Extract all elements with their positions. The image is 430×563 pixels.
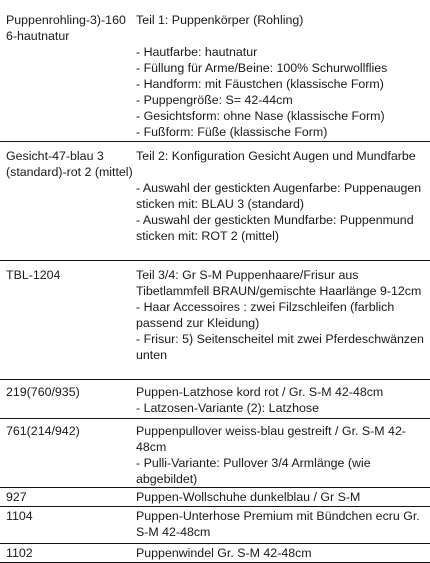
item-detail: - Fußform: Füße (klassische Form) xyxy=(136,125,328,139)
item-row-pullover xyxy=(0,419,430,488)
item-detail: - Haar Accessoires : zwei Filzschleifen (farblich passend zur Kleidung) xyxy=(136,300,395,330)
item-title: Puppen-Wollschuhe dunkelblau / Gr S-M xyxy=(136,490,361,504)
item-detail: - Frisur: 5) Seitenscheitel mit zwei Pferdeschwänzen unten xyxy=(136,332,424,362)
item-row-face xyxy=(0,142,430,261)
item-code: 1102 xyxy=(6,546,33,560)
item-title: Puppen-Latzhose kord rot / Gr. S-M 42-48cm xyxy=(136,385,384,399)
item-title: Puppenwindel Gr. S-M 42-48cm xyxy=(136,546,312,560)
item-detail: - Hautfarbe: hautnatur xyxy=(136,45,258,59)
item-row-shoes xyxy=(0,488,430,507)
item-title: Puppenpullover weiss-blau gestreift / Gr. S-M 42-48cm xyxy=(136,424,406,454)
item-detail: - Auswahl der gestickten Augenfarbe: Puppenaugen sticken mit: BLAU 3 (standard) xyxy=(136,181,422,211)
item-detail: - Auswahl der gestickten Mundfarbe: Puppenmund sticken mit: ROT 2 (mittel) xyxy=(136,213,414,243)
item-row-hair xyxy=(0,261,430,380)
item-title: Teil 3/4: Gr S-M Puppenhaare/Frisur aus Tibetlammfell BRAUN/gemischte Haarlänge 9-12cm xyxy=(136,268,422,298)
item-title: Teil 1: Puppenkörper (Rohling) xyxy=(136,13,304,27)
item-title: Teil 2: Konfiguration Gesicht Augen und Mundfarbe xyxy=(136,149,416,163)
item-row-body xyxy=(0,0,430,142)
item-code: TBL-1204 xyxy=(6,268,61,282)
item-code: Gesicht-47-blau 3 (standard)-rot 2 (mittel) xyxy=(6,149,133,179)
item-row-diaper xyxy=(0,544,430,563)
item-detail: - Gesichtsform: ohne Nase (klassische Form) xyxy=(136,109,385,123)
item-row-underpants xyxy=(0,507,430,544)
item-code: 1104 xyxy=(6,509,33,523)
item-code: 927 xyxy=(6,490,27,504)
item-code: Puppenrohling-3)-160 6-hautnatur xyxy=(6,13,126,43)
item-row-overalls xyxy=(0,380,430,419)
item-detail: - Latzosen-Variante (2): Latzhose xyxy=(136,401,319,415)
item-detail: - Pulli-Variante: Pullover 3/4 Armlänge (wie abgebildet) xyxy=(136,456,371,486)
item-code: 219(760/935) xyxy=(6,385,80,399)
item-code: 761(214/942) xyxy=(6,424,80,438)
item-detail: - Puppengröße: S= 42-44cm xyxy=(136,93,293,107)
item-detail: - Handform: mit Fäustchen (klassische Form) xyxy=(136,77,384,91)
item-title: Puppen-Unterhose Premium mit Bündchen ecru Gr. S-M 42-48cm xyxy=(136,509,420,539)
item-detail: - Füllung für Arme/Beine: 100% Schurwollflies xyxy=(136,61,388,75)
